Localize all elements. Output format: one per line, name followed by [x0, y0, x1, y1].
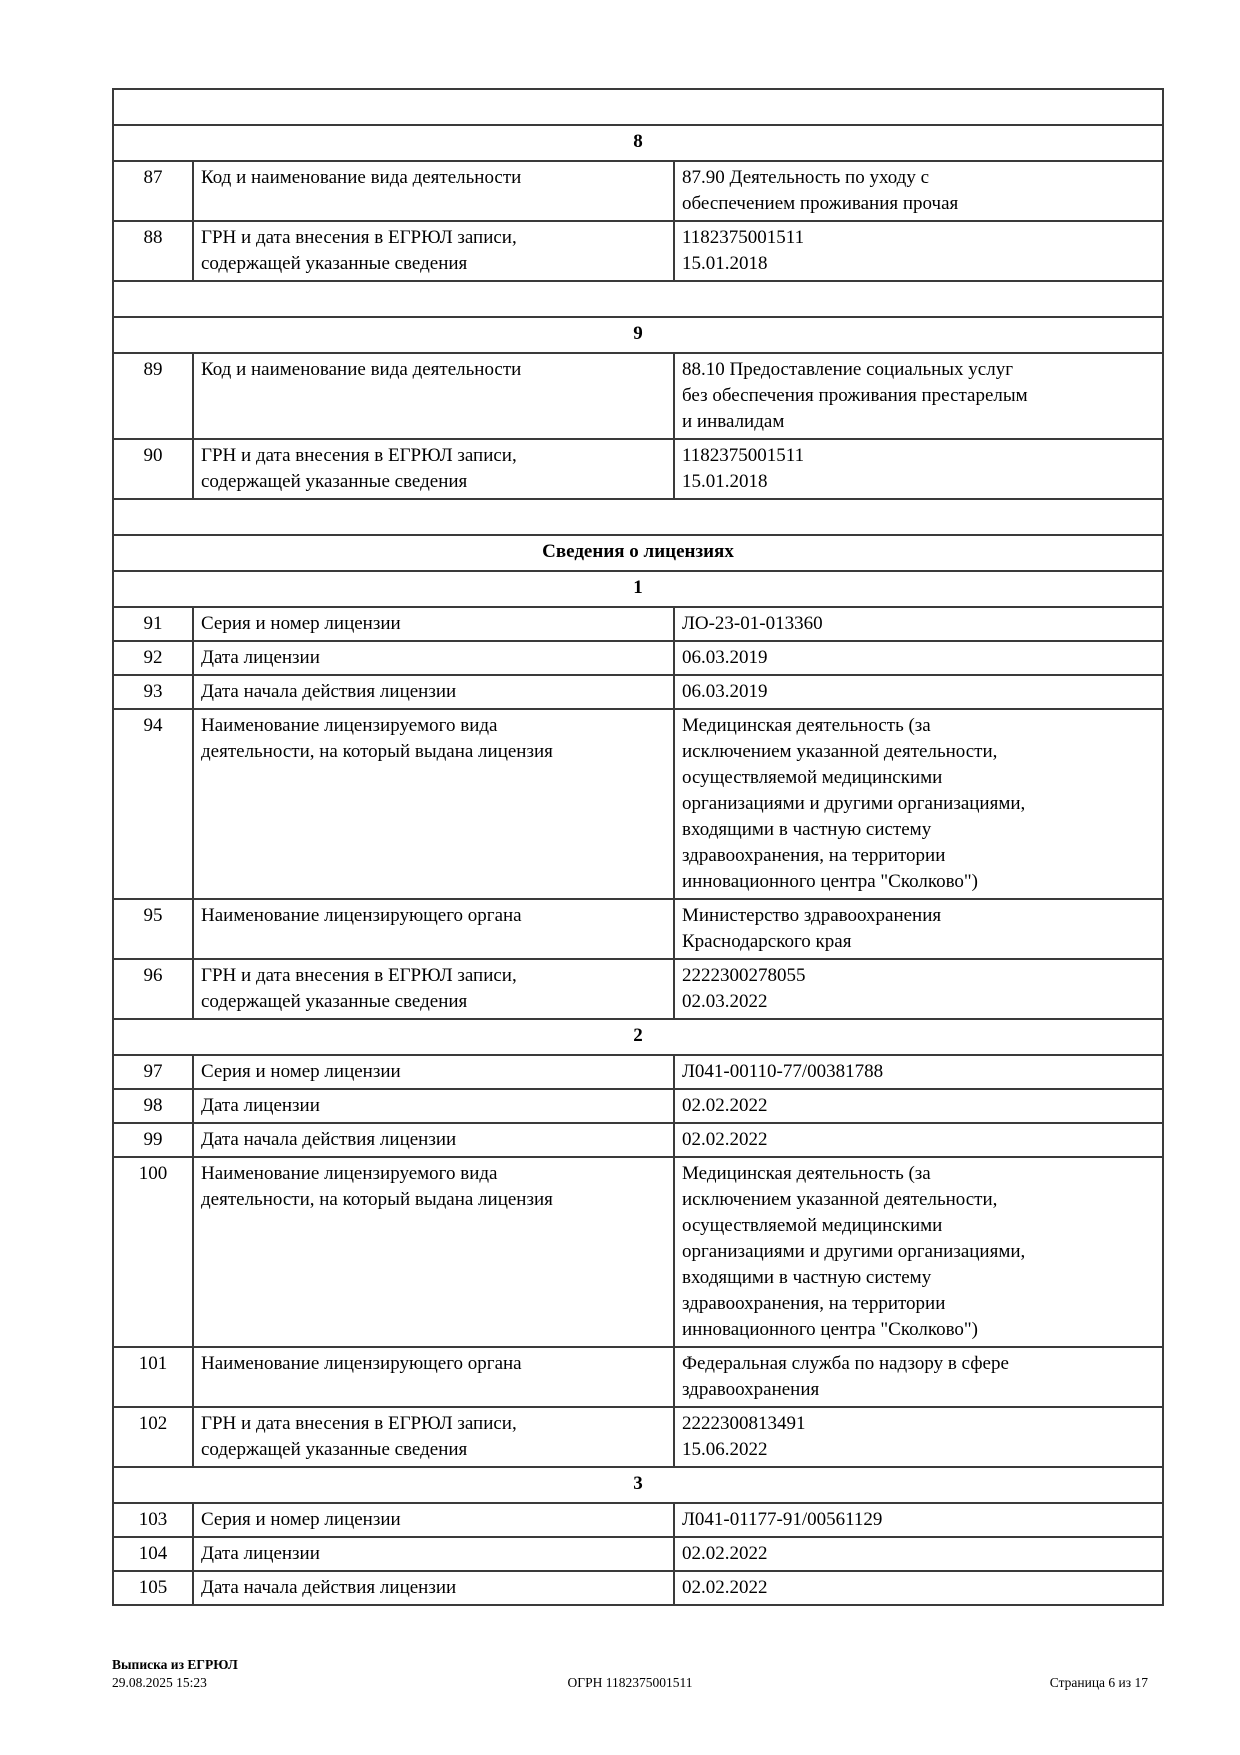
- text-line: Наименование лицензирующего органа: [201, 905, 522, 926]
- row-label: [193, 607, 674, 641]
- row-label: [193, 1055, 674, 1089]
- row-number: 92: [113, 641, 193, 675]
- row-value: [674, 1537, 1163, 1571]
- table-row: [113, 161, 1163, 221]
- table-row: [113, 1089, 1163, 1123]
- text-line: здравоохранения: [682, 1379, 820, 1400]
- table-row: [113, 709, 1163, 899]
- footer-ogrn: ОГРН 1182375001511: [567, 1675, 693, 1690]
- text-line: 2222300813491: [682, 1413, 806, 1434]
- section-number-row: [113, 1019, 1163, 1055]
- row-label: [193, 709, 674, 899]
- row-label: [193, 161, 674, 221]
- row-value: [674, 1347, 1163, 1407]
- text-line: 15.01.2018: [682, 471, 768, 492]
- row-label: [193, 899, 674, 959]
- footer-page-number: Страница 6 из 17: [1049, 1675, 1148, 1690]
- row-label: [193, 1503, 674, 1537]
- text-line: деятельности, на который выдана лицензия: [201, 741, 553, 762]
- row-label: [193, 1537, 674, 1571]
- text-line: 1182375001511: [682, 445, 805, 466]
- text-line: Медицинская деятельность (за: [682, 1163, 931, 1184]
- footer-doc-type: Выписка из ЕГРЮЛ: [112, 1657, 238, 1672]
- row-number: 93: [113, 675, 193, 709]
- text-line: Дата начала действия лицензии: [201, 681, 457, 702]
- row-number: 102: [113, 1407, 193, 1467]
- spacer-row: [113, 89, 1163, 125]
- row-number: 98: [113, 1089, 193, 1123]
- text-line: инновационного центра "Сколково"): [682, 1319, 979, 1340]
- text-line: 2222300278055: [682, 965, 806, 986]
- section-title: Сведения о лицензиях: [113, 535, 1163, 571]
- row-number: 101: [113, 1347, 193, 1407]
- text-line: 88.10 Предоставление социальных услуг: [682, 359, 1014, 380]
- row-label: [193, 1123, 674, 1157]
- section-number: 2: [113, 1019, 1163, 1055]
- text-line: ГРН и дата внесения в ЕГРЮЛ записи,: [201, 965, 517, 986]
- text-line: 1182375001511: [682, 227, 805, 248]
- table-row: [113, 607, 1163, 641]
- section-number: 9: [113, 317, 1163, 353]
- text-line: Дата лицензии: [201, 647, 320, 668]
- text-line: инновационного центра "Сколково"): [682, 871, 979, 892]
- table-row: [113, 675, 1163, 709]
- text-line: 87.90 Деятельность по уходу с: [682, 167, 930, 188]
- row-number: 99: [113, 1123, 193, 1157]
- text-line: 02.03.2022: [682, 991, 768, 1012]
- row-number: 96: [113, 959, 193, 1019]
- section-number: 1: [113, 571, 1163, 607]
- table-row: [113, 1123, 1163, 1157]
- text-line: Наименование лицензирующего органа: [201, 1353, 522, 1374]
- section-number: 3: [113, 1467, 1163, 1503]
- text-line: 06.03.2019: [682, 647, 768, 668]
- text-line: осуществляемой медицинскими: [682, 767, 943, 788]
- row-value: [674, 221, 1163, 281]
- text-line: организациями и другими организациями,: [682, 793, 1026, 814]
- text-line: и инвалидам: [682, 411, 785, 432]
- table-row: [113, 1571, 1163, 1605]
- text-line: Наименование лицензируемого вида: [201, 715, 498, 736]
- table-row: [113, 1407, 1163, 1467]
- spacer-row: [113, 281, 1163, 317]
- text-line: Серия и номер лицензии: [201, 613, 401, 634]
- row-number: 94: [113, 709, 193, 899]
- row-label: [193, 675, 674, 709]
- text-line: осуществляемой медицинскими: [682, 1215, 943, 1236]
- table-row: [113, 641, 1163, 675]
- row-number: 100: [113, 1157, 193, 1347]
- row-value: [674, 959, 1163, 1019]
- text-line: деятельности, на который выдана лицензия: [201, 1189, 553, 1210]
- section-number-row: [113, 317, 1163, 353]
- text-line: ГРН и дата внесения в ЕГРЮЛ записи,: [201, 227, 517, 248]
- text-line: Л041-01177-91/00561129: [682, 1509, 883, 1530]
- row-value: [674, 1055, 1163, 1089]
- row-number: 104: [113, 1537, 193, 1571]
- spacer-cell: [113, 499, 1163, 535]
- table-row: [113, 1503, 1163, 1537]
- text-line: 06.03.2019: [682, 681, 768, 702]
- section-number-row: [113, 125, 1163, 161]
- row-value: [674, 1571, 1163, 1605]
- text-line: ЛО-23-01-013360: [682, 613, 823, 634]
- text-line: Дата начала действия лицензии: [201, 1129, 457, 1150]
- row-value: [674, 641, 1163, 675]
- row-label: [193, 1407, 674, 1467]
- footer-left: [112, 1656, 457, 1692]
- text-line: 15.06.2022: [682, 1439, 768, 1460]
- row-label: [193, 1347, 674, 1407]
- row-number: 105: [113, 1571, 193, 1605]
- text-line: Краснодарского края: [682, 931, 852, 952]
- row-value: [674, 899, 1163, 959]
- text-line: Министерство здравоохранения: [682, 905, 942, 926]
- row-value: [674, 1157, 1163, 1347]
- row-value: [674, 1089, 1163, 1123]
- row-label: [193, 1089, 674, 1123]
- row-value: [674, 675, 1163, 709]
- text-line: 02.02.2022: [682, 1543, 768, 1564]
- text-line: Серия и номер лицензии: [201, 1509, 401, 1530]
- text-line: Федеральная служба по надзору в сфере: [682, 1353, 1009, 1374]
- text-line: 15.01.2018: [682, 253, 768, 274]
- text-line: здравоохранения, на территории: [682, 845, 946, 866]
- text-line: содержащей указанные сведения: [201, 471, 468, 492]
- text-line: содержащей указанные сведения: [201, 1439, 468, 1460]
- table-row: [113, 899, 1163, 959]
- text-line: 02.02.2022: [682, 1577, 768, 1598]
- text-line: входящими в частную систему: [682, 1267, 932, 1288]
- row-number: 103: [113, 1503, 193, 1537]
- row-number: 90: [113, 439, 193, 499]
- text-line: содержащей указанные сведения: [201, 253, 468, 274]
- text-line: Л041-00110-77/00381788: [682, 1061, 884, 1082]
- text-line: Медицинская деятельность (за: [682, 715, 931, 736]
- text-line: Дата начала действия лицензии: [201, 1577, 457, 1598]
- table-row: [113, 353, 1163, 439]
- spacer-cell: [113, 89, 1163, 125]
- row-number: 95: [113, 899, 193, 959]
- row-label: [193, 1157, 674, 1347]
- text-line: Дата лицензии: [201, 1543, 320, 1564]
- page-footer: [112, 1656, 1148, 1692]
- spacer-cell: [113, 281, 1163, 317]
- row-value: [674, 607, 1163, 641]
- text-line: обеспечением проживания прочая: [682, 193, 959, 214]
- footer-generated-datetime: 29.08.2025 15:23: [112, 1675, 207, 1690]
- row-number: 91: [113, 607, 193, 641]
- text-line: Код и наименование вида деятельности: [201, 167, 522, 188]
- text-line: Наименование лицензируемого вида: [201, 1163, 498, 1184]
- section-title-row: [113, 535, 1163, 571]
- text-line: содержащей указанные сведения: [201, 991, 468, 1012]
- section-number: 8: [113, 125, 1163, 161]
- egrul-table-body: [113, 89, 1163, 1605]
- table-row: [113, 959, 1163, 1019]
- row-label: [193, 439, 674, 499]
- table-row: [113, 1347, 1163, 1407]
- row-number: 87: [113, 161, 193, 221]
- row-label: [193, 221, 674, 281]
- section-number-row: [113, 1467, 1163, 1503]
- row-value: [674, 161, 1163, 221]
- text-line: здравоохранения, на территории: [682, 1293, 946, 1314]
- table-row: [113, 1157, 1163, 1347]
- text-line: без обеспечения проживания престарелым: [682, 385, 1028, 406]
- text-line: Дата лицензии: [201, 1095, 320, 1116]
- table-row: [113, 1055, 1163, 1089]
- row-value: [674, 1123, 1163, 1157]
- text-line: Серия и номер лицензии: [201, 1061, 401, 1082]
- egrul-table: [112, 88, 1164, 1606]
- row-value: [674, 1503, 1163, 1537]
- table-row: [113, 1537, 1163, 1571]
- row-value: [674, 439, 1163, 499]
- row-number: 97: [113, 1055, 193, 1089]
- section-number-row: [113, 571, 1163, 607]
- row-label: [193, 641, 674, 675]
- table-row: [113, 439, 1163, 499]
- spacer-row: [113, 499, 1163, 535]
- table-row: [113, 221, 1163, 281]
- row-value: [674, 1407, 1163, 1467]
- text-line: организациями и другими организациями,: [682, 1241, 1026, 1262]
- row-value: [674, 353, 1163, 439]
- text-line: исключением указанной деятельности,: [682, 1189, 998, 1210]
- text-line: Код и наименование вида деятельности: [201, 359, 522, 380]
- row-label: [193, 353, 674, 439]
- text-line: исключением указанной деятельности,: [682, 741, 998, 762]
- text-line: 02.02.2022: [682, 1095, 768, 1116]
- row-label: [193, 959, 674, 1019]
- row-number: 89: [113, 353, 193, 439]
- text-line: 02.02.2022: [682, 1129, 768, 1150]
- row-value: [674, 709, 1163, 899]
- text-line: ГРН и дата внесения в ЕГРЮЛ записи,: [201, 1413, 517, 1434]
- row-label: [193, 1571, 674, 1605]
- row-number: 88: [113, 221, 193, 281]
- text-line: входящими в частную систему: [682, 819, 932, 840]
- text-line: ГРН и дата внесения в ЕГРЮЛ записи,: [201, 445, 517, 466]
